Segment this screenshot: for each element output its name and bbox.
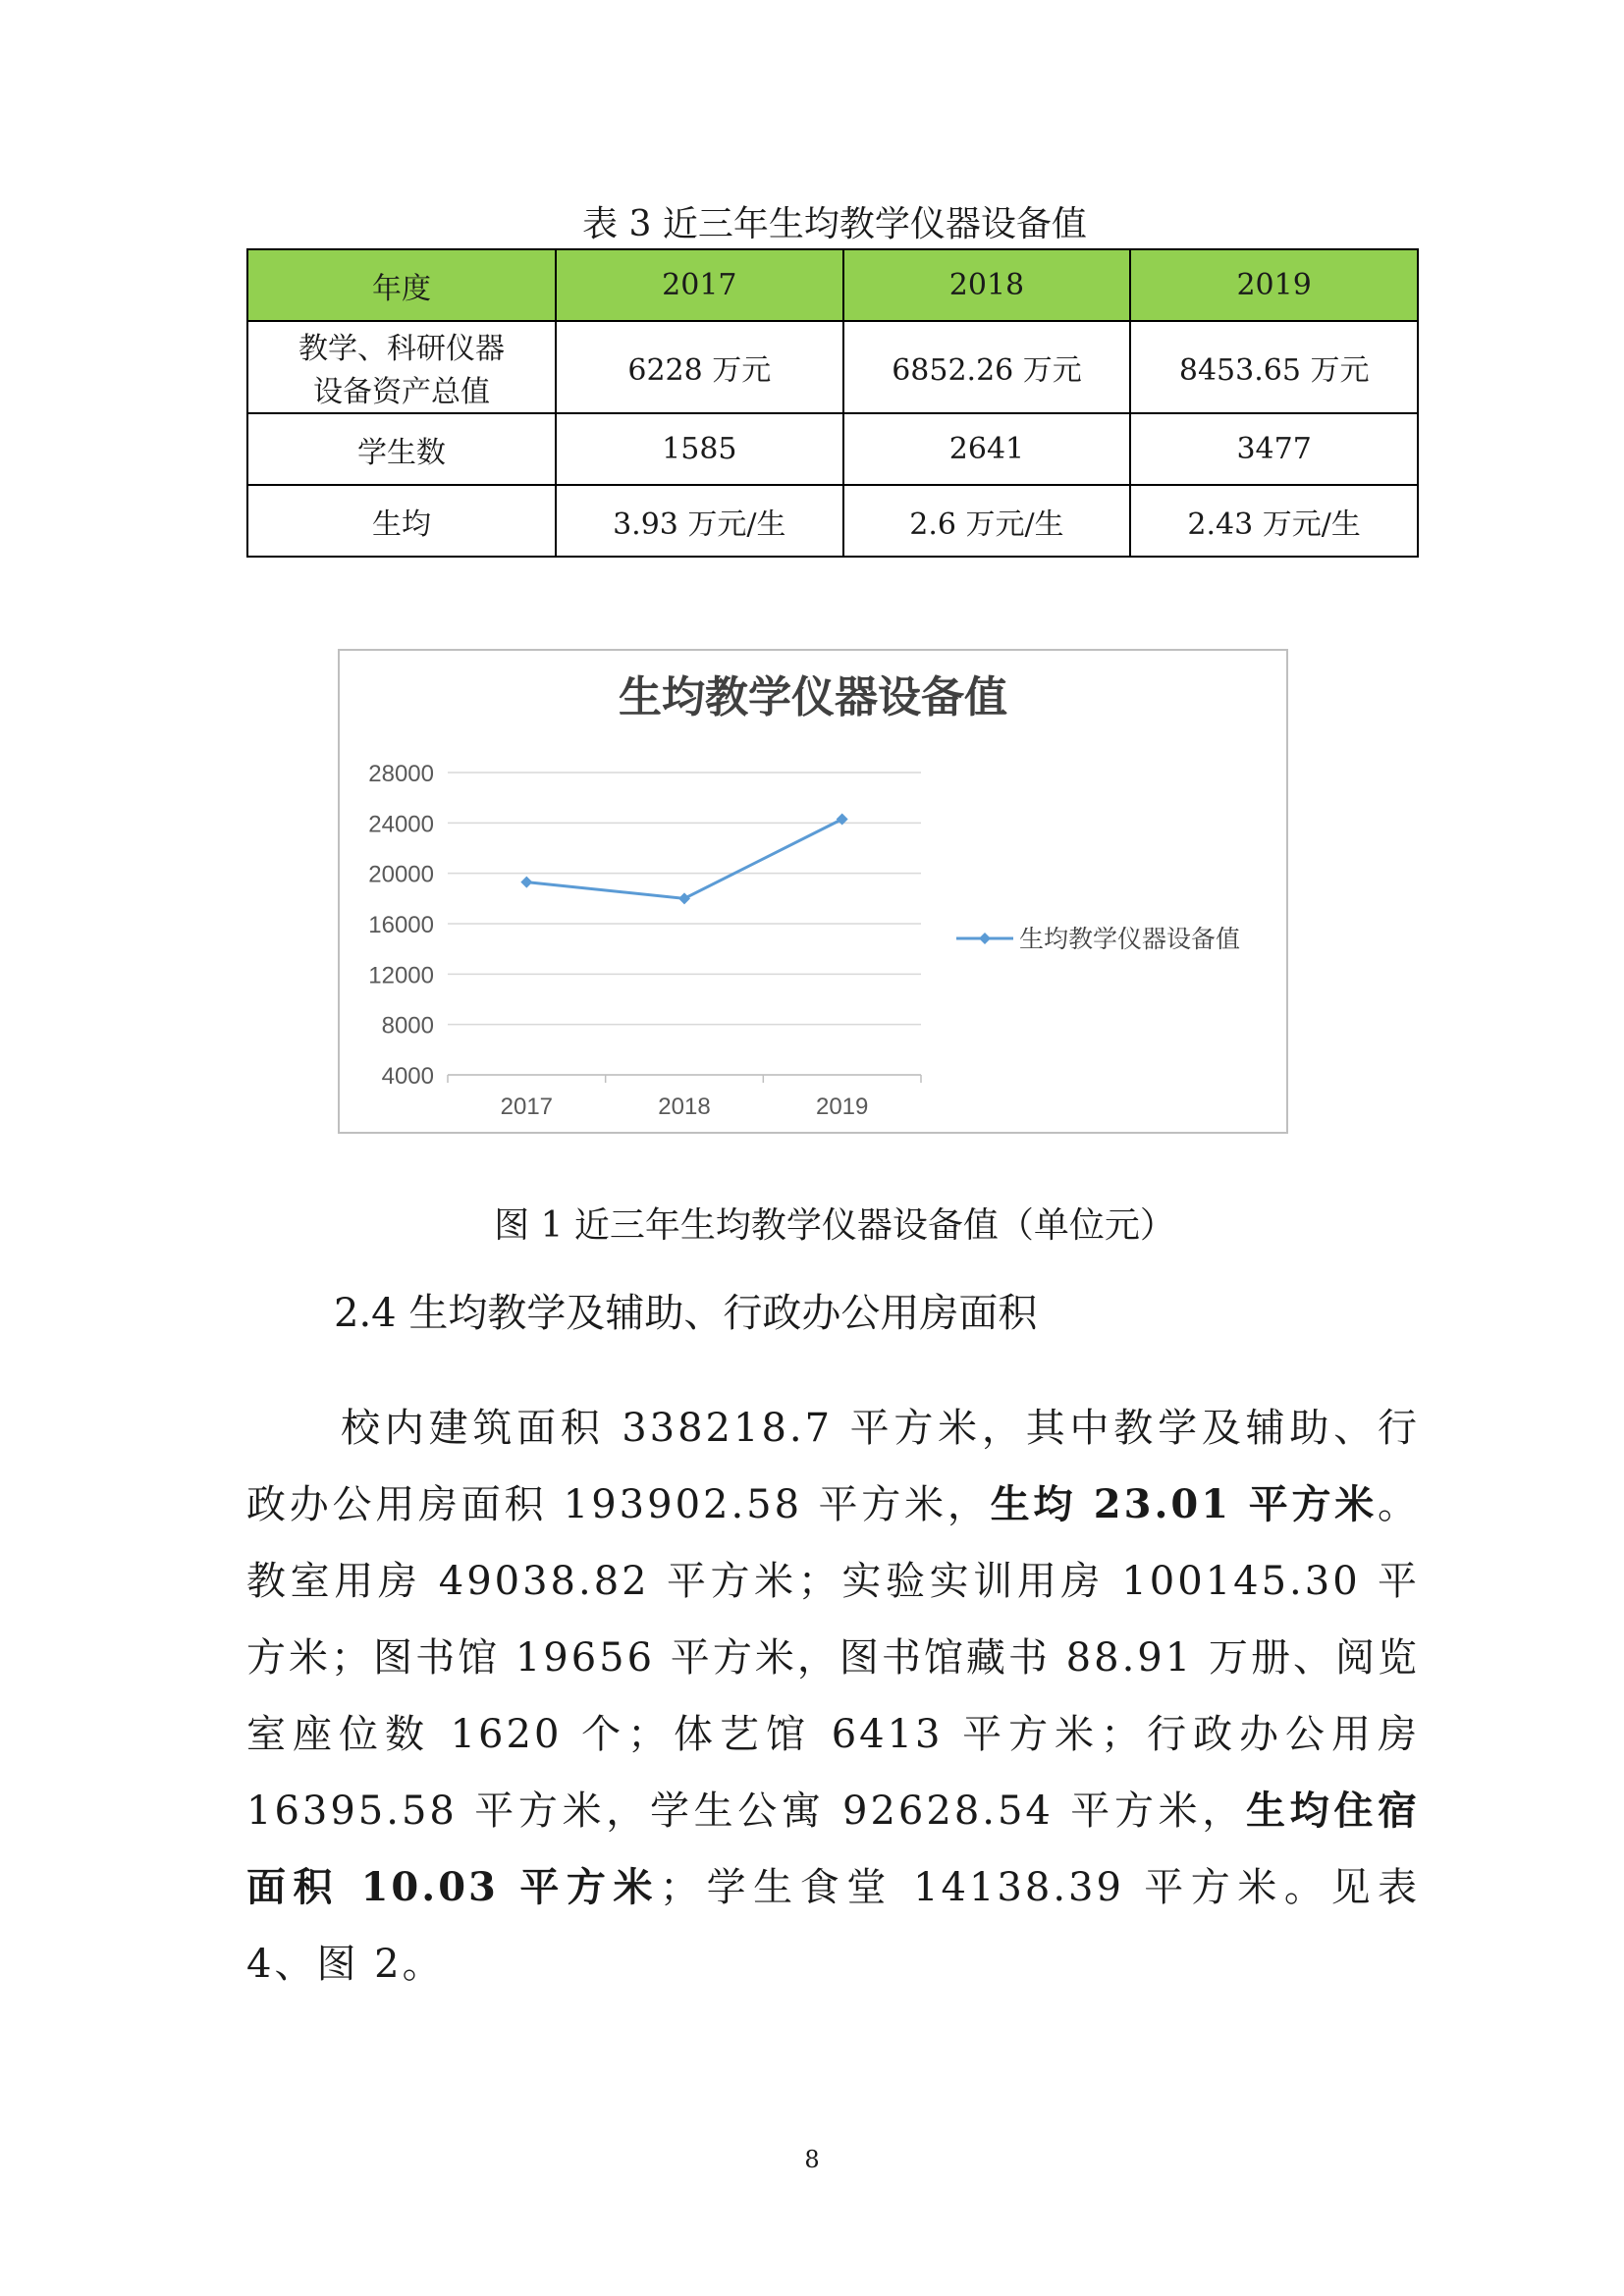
table-row (247, 413, 1418, 485)
table-row (247, 485, 1418, 557)
data-point (678, 892, 690, 904)
table-header-cell: 2017 (556, 249, 843, 321)
table-cell: 6228 万元 (556, 321, 843, 413)
y-tick-label: 4000 (381, 1063, 434, 1090)
table-row-label (247, 321, 556, 413)
x-tick-label: 2018 (658, 1094, 711, 1120)
paragraph-text: 。教室用房 49038.82 平方米；实验实训用房 100145.30 平方米；图书馆 19656 平方米，图书馆藏书 88.91 万册、阅览室座位数 1620 个；体艺馆 6413 平方米；行政办公用房 16395.58 平方米，学生公寓 92628.54 平方米， (246, 1482, 1420, 1834)
table-header-row (247, 249, 1418, 321)
table-cell: 1585 (556, 413, 843, 485)
y-tick-label: 16000 (368, 912, 434, 938)
x-tick-label: 2017 (500, 1094, 554, 1120)
y-tick-label: 28000 (368, 761, 434, 787)
figure-caption: 图 1 近三年生均教学仪器设备值（单位元） (494, 1205, 1175, 1246)
table-cell: 3.93 万元/生 (556, 485, 843, 557)
table-cell: 8453.65 万元 (1130, 321, 1418, 413)
table-header-cell: 2018 (843, 249, 1131, 321)
legend-label: 生均教学仪器设备值 (1019, 925, 1241, 953)
table-caption: 表 3 近三年生均教学仪器设备值 (582, 204, 1087, 244)
table-header-cell: 2019 (1130, 249, 1418, 321)
table-row-label: 生均 (247, 485, 556, 557)
table-row-label: 学生数 (247, 413, 556, 485)
chart-canvas (340, 651, 1286, 1132)
table-row (247, 321, 1418, 413)
y-tick-label: 24000 (368, 811, 434, 838)
section-heading: 2.4 生均教学及辅助、行政办公用房面积 (334, 1291, 1038, 1336)
table-header-cell: 年度 (247, 249, 556, 321)
table-cell: 2.43 万元/生 (1130, 485, 1418, 557)
chart-title: 生均教学仪器设备值 (619, 672, 1007, 722)
table-row-label-line: 设备资产总值 (313, 375, 490, 409)
table-cell: 6852.26 万元 (843, 321, 1131, 413)
equipment-value-table (246, 248, 1419, 558)
x-tick-label: 2019 (815, 1094, 869, 1120)
table-cell: 2.6 万元/生 (843, 485, 1131, 557)
line-chart (338, 649, 1288, 1134)
paragraph-text: 校内建筑面积 338218.7 平方米，其中教学及辅助、行政办公用房面积 193902.58 平方米， (246, 1406, 1420, 1527)
y-tick-label: 20000 (368, 861, 434, 888)
body-paragraph (246, 1390, 1420, 2002)
series-line (526, 819, 841, 898)
table-row-label-line: 教学、科研仪器 (298, 332, 505, 366)
page-number: 8 (804, 2146, 820, 2173)
paragraph-text: ；学生食堂 14138.39 平方米。见表 4、图 2。 (246, 1865, 1420, 1987)
data-point (520, 877, 532, 888)
y-tick-label: 12000 (368, 962, 434, 989)
legend-marker (979, 933, 991, 944)
table-cell: 2641 (843, 413, 1131, 485)
y-tick-label: 8000 (381, 1012, 434, 1040)
table-cell: 3477 (1130, 413, 1418, 485)
paragraph-bold-text: 生均住宿面积 10.03 平方米 (246, 1788, 1420, 1910)
paragraph-bold-text: 生均 23.01 平方米 (990, 1481, 1378, 1527)
